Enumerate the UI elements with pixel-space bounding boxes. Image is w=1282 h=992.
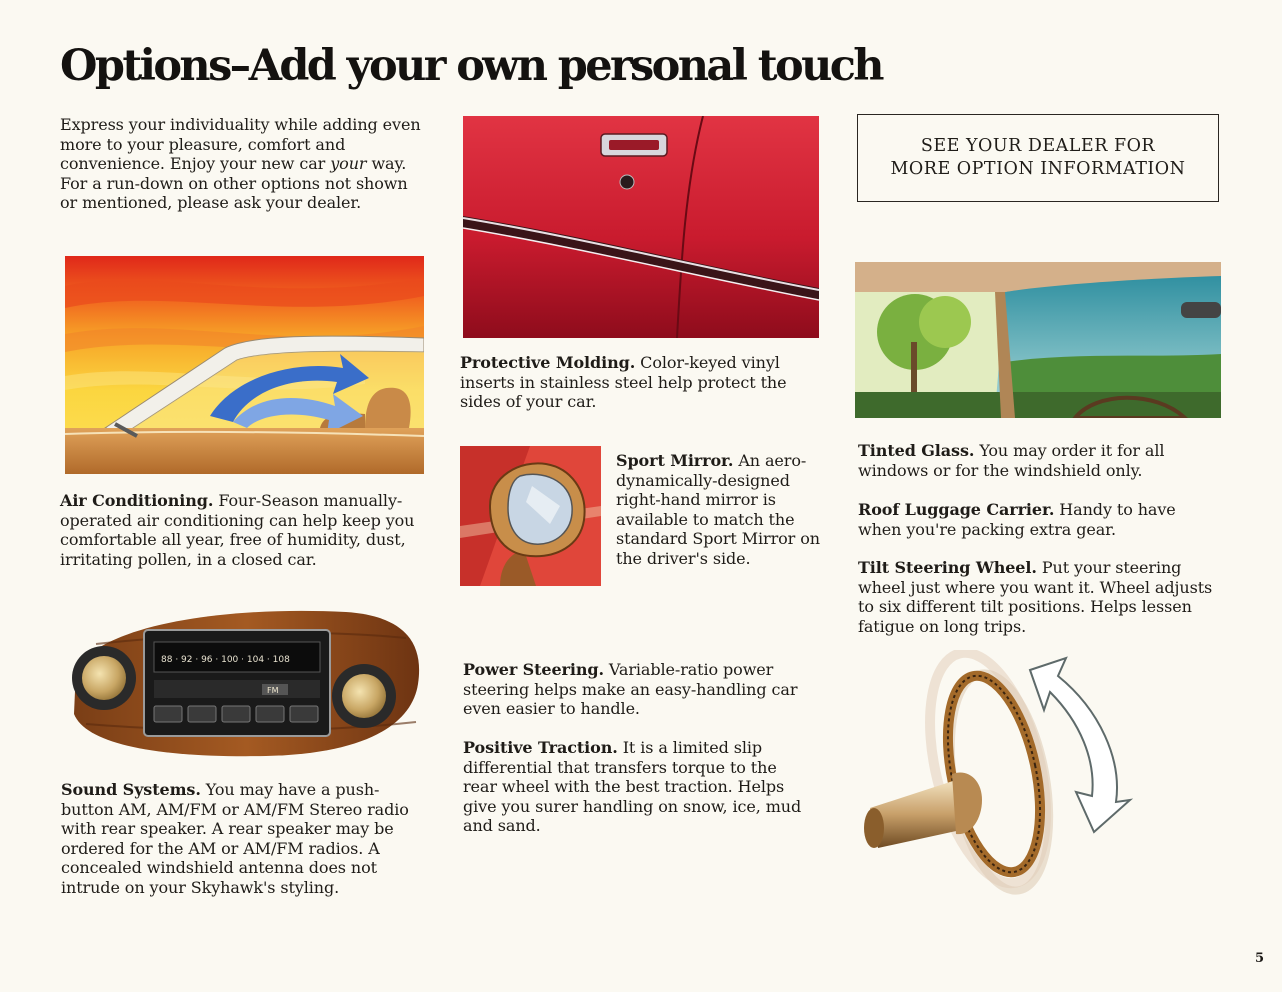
page-title: Options–Add your own personal touch <box>60 41 882 91</box>
power-steering-text: Power Steering. Variable-ratio power steering helps make an easy-handling car even easier to handle. <box>463 660 798 719</box>
dealer-line-2: MORE OPTION INFORMATION <box>890 159 1186 179</box>
sound-systems-text: Sound Systems. You may have a push-button AM, AM/FM or AM/FM Stereo radio with rear speaker. A rear speaker may be ordered for the AM or AM/FM radios. A concealed windshield antenna does not intrude on your Skyhawk's styling. <box>61 780 409 897</box>
roof-luggage-carrier-text: Roof Luggage Carrier. Handy to have when you're packing extra gear. <box>858 500 1176 539</box>
air-conditioning-text: Air Conditioning. Four-Season manually-operated air conditioning can help keep you comfortable all year, free of humidity, dust, irritating pollen, in a closed car. <box>60 491 415 569</box>
protective-molding-text: Protective Molding. Color-keyed vinyl inserts in stainless steel help protect the sides of your car. <box>460 353 787 412</box>
protective-molding-heading: Protective Molding. <box>460 353 636 372</box>
air-conditioning-illustration <box>65 256 424 474</box>
protective-molding-photo <box>463 116 819 338</box>
tinted-glass-text: Tinted Glass. You may order it for all windows or for the windshield only. <box>858 441 1165 480</box>
radio-illustration <box>66 604 424 762</box>
dealer-info-box <box>857 114 1219 202</box>
sport-mirror-heading: Sport Mirror. <box>616 451 734 470</box>
radio-fm-badge: FM <box>267 686 279 695</box>
sound-systems-heading: Sound Systems. <box>61 780 201 799</box>
roof-luggage-carrier-heading: Roof Luggage Carrier. <box>858 500 1055 519</box>
tilt-steering-illustration <box>860 650 1138 912</box>
page-number: 5 <box>1254 951 1264 966</box>
dealer-line-1: SEE YOUR DEALER FOR <box>920 136 1156 156</box>
tilt-steering-wheel-heading: Tilt Steering Wheel. <box>858 558 1037 577</box>
tinted-glass-heading: Tinted Glass. <box>858 441 975 460</box>
tilt-steering-wheel-text: Tilt Steering Wheel. Put your steering wheel just where you want it. Wheel adjusts to six different tilt positions. Helps lessen fatigue on long trips. <box>858 558 1213 636</box>
positive-traction-text: Positive Traction. It is a limited slip differential that transfers torque to the rear wheel with the best traction. Helps give you surer handling on snow, ice, mud and sand. <box>463 738 802 836</box>
intro-paragraph: Express your individuality while adding even more to your pleasure, comfort and convenience. Enjoy your new car your way. For a run-down on other options not shown or mentioned, please ask your dealer. <box>60 115 421 213</box>
intro-emphasis: your <box>330 154 367 174</box>
sport-mirror-illustration <box>460 446 601 586</box>
power-steering-heading: Power Steering. <box>463 660 604 679</box>
positive-traction-heading: Positive Traction. <box>463 738 618 757</box>
air-conditioning-heading: Air Conditioning. <box>60 491 214 510</box>
radio-dial-scale: 88 · 92 · 96 · 100 · 104 · 108 <box>161 655 290 665</box>
sport-mirror-text: Sport Mirror. An aero-dynamically-designed right-hand mirror is available to match the standard Sport Mirror on the driver's side. <box>616 451 820 568</box>
tinted-glass-photo <box>855 262 1221 418</box>
